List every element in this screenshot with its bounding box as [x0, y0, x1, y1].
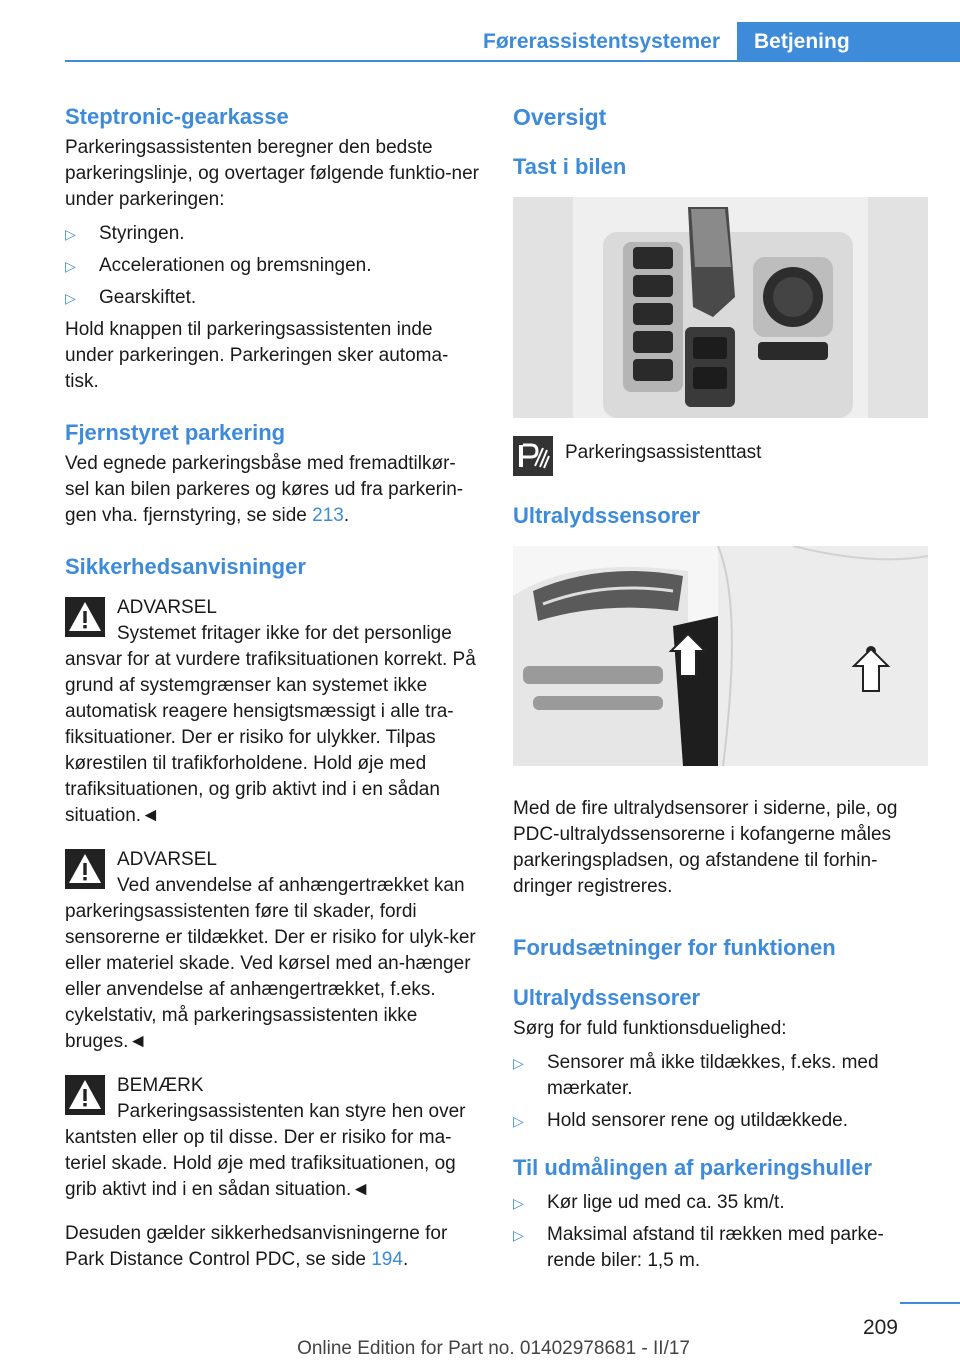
notice-body: Parkeringsassistenten kan styre hen over kantsten eller op til disse. Der er risiko for ma‐teriel skade. Hold øje med trafiksituationen, og grib aktivt ind i en sådan situation.◄	[65, 1101, 466, 1200]
warning-block	[65, 847, 480, 1055]
measure-list	[513, 1190, 928, 1274]
edition-footer: Online Edition for Part no. 01402978681 - II/17	[297, 1338, 690, 1359]
paragraph-steptronic: Parkeringsassistenten beregner den bedste parkeringslinje, og overtager følgende funktio‐ner under parkeringen:	[65, 137, 480, 210]
notice-block	[65, 1073, 480, 1203]
warning-title: ADVARSEL	[117, 849, 217, 870]
warning-icon	[65, 1075, 105, 1115]
center-console-photo	[513, 197, 928, 418]
list-item: ▷ Styringen.	[65, 221, 480, 247]
heading-overview: Oversigt	[513, 104, 607, 130]
warning-block	[65, 595, 480, 829]
right-column	[513, 100, 928, 1274]
page-link-213[interactable]: 213	[312, 505, 344, 526]
notice-title: BEMÆRK	[117, 1075, 204, 1096]
page-number: 209	[862, 1316, 898, 1339]
triangle-bullet-icon: ▷	[65, 226, 76, 242]
heading-sensors: Ultralydssensorer	[513, 503, 701, 528]
footer-rule	[900, 1302, 960, 1304]
triangle-bullet-icon: ▷	[513, 1195, 524, 1211]
paragraph-full-function: Sørg for fuld funktionsduelighed:	[513, 1018, 787, 1039]
heading-measure: Til udmålingen af parkeringshuller	[513, 1155, 873, 1180]
warning-icon	[65, 597, 105, 637]
header-tab: Betjening	[737, 22, 960, 62]
warning-title: ADVARSEL	[117, 597, 217, 618]
warning-body: Ved anvendelse af anhængertrækket kan parkeringsassistenten føre til skader, fordi sensorerne er tildækket. Der er risiko for ulyk‐ker eller materiel skade. Ved kørsel med an‐hænger eller anvendelse af anhængertrækket, f.eks. cykelstativ, må parkeringsassistenten ikke bruges.◄	[65, 875, 476, 1052]
warning-icon	[65, 849, 105, 889]
list-item: ▷ Maksimal afstand til rækken med parke‐rende biler: 1,5 m.	[513, 1224, 884, 1271]
paragraph-hold: Hold knappen til parkeringsassistenten inde under parkeringen. Parkeringen sker automa‐tisk.	[65, 319, 449, 392]
triangle-bullet-icon: ▷	[513, 1113, 524, 1129]
heading-steptronic: Steptronic-gearkasse	[65, 104, 289, 129]
left-column	[65, 100, 480, 1273]
triangle-bullet-icon: ▷	[513, 1055, 524, 1071]
ultrasonic-sensors-photo	[513, 546, 928, 766]
button-caption: Parkeringsassistenttast	[565, 442, 762, 463]
heading-sensors-2: Ultralydssensorer	[513, 985, 701, 1010]
header-section-title: Førerassistentsystemer	[483, 30, 720, 53]
list-item: ▷ Hold sensorer rene og utildækkede.	[513, 1108, 928, 1134]
triangle-bullet-icon: ▷	[65, 258, 76, 274]
button-caption-row	[513, 436, 928, 476]
paragraph-also: Desuden gælder sikkerhedsanvisningerne for Park Distance Control PDC, se side 194.	[65, 1223, 448, 1270]
parking-assistant-button-icon	[513, 436, 553, 476]
paragraph-sensors: Med de fire ultralydsensorer i siderne, pile, og PDC-ultralydssensorerne i kofangerne måles parkeringspladsen, og afstandene til forhin‐dringer registreres.	[513, 798, 898, 897]
triangle-bullet-icon: ▷	[65, 290, 76, 306]
paragraph-remote: Ved egnede parkeringsbåse med fremadtilkør‐sel kan bilen parkeres og køres ud fra parkerin‐gen vha. fjernstyring, se side 213.	[65, 453, 464, 526]
heading-prerequisites: Forudsætninger for funktionen	[513, 935, 836, 960]
page-link-194[interactable]: 194	[371, 1249, 403, 1270]
list-item: ▷ Accelerationen og bremsningen.	[65, 253, 480, 279]
warning-body: Systemet fritager ikke for det personlige ansvar for at vurdere trafiksituationen korrekt. På grund af systemgrænser kan systemet ikke automatisk reagere hensigtsmæssigt i alle tra‐fiksituationer. Der er risiko for ulykker. Tilpas kørestilen til trafikforholdene. Hold øje med trafiksituationen, og grib aktivt ind i en sådan situation.◄	[65, 623, 476, 826]
list-item: ▷ Kør lige ud med ca. 35 km/t.	[513, 1190, 928, 1216]
list-item: ▷ Gearskiftet.	[65, 285, 480, 311]
steptronic-list	[65, 221, 480, 311]
heading-remote: Fjernstyret parkering	[65, 420, 286, 445]
header-rule	[65, 60, 960, 62]
triangle-bullet-icon: ▷	[513, 1227, 524, 1243]
list-item: ▷ Sensorer må ikke tildækkes, f.eks. med mærkater.	[513, 1052, 879, 1099]
heading-button: Tast i bilen	[513, 154, 627, 179]
sensor-care-list	[513, 1050, 928, 1134]
heading-safety: Sikkerhedsanvisninger	[65, 554, 306, 579]
